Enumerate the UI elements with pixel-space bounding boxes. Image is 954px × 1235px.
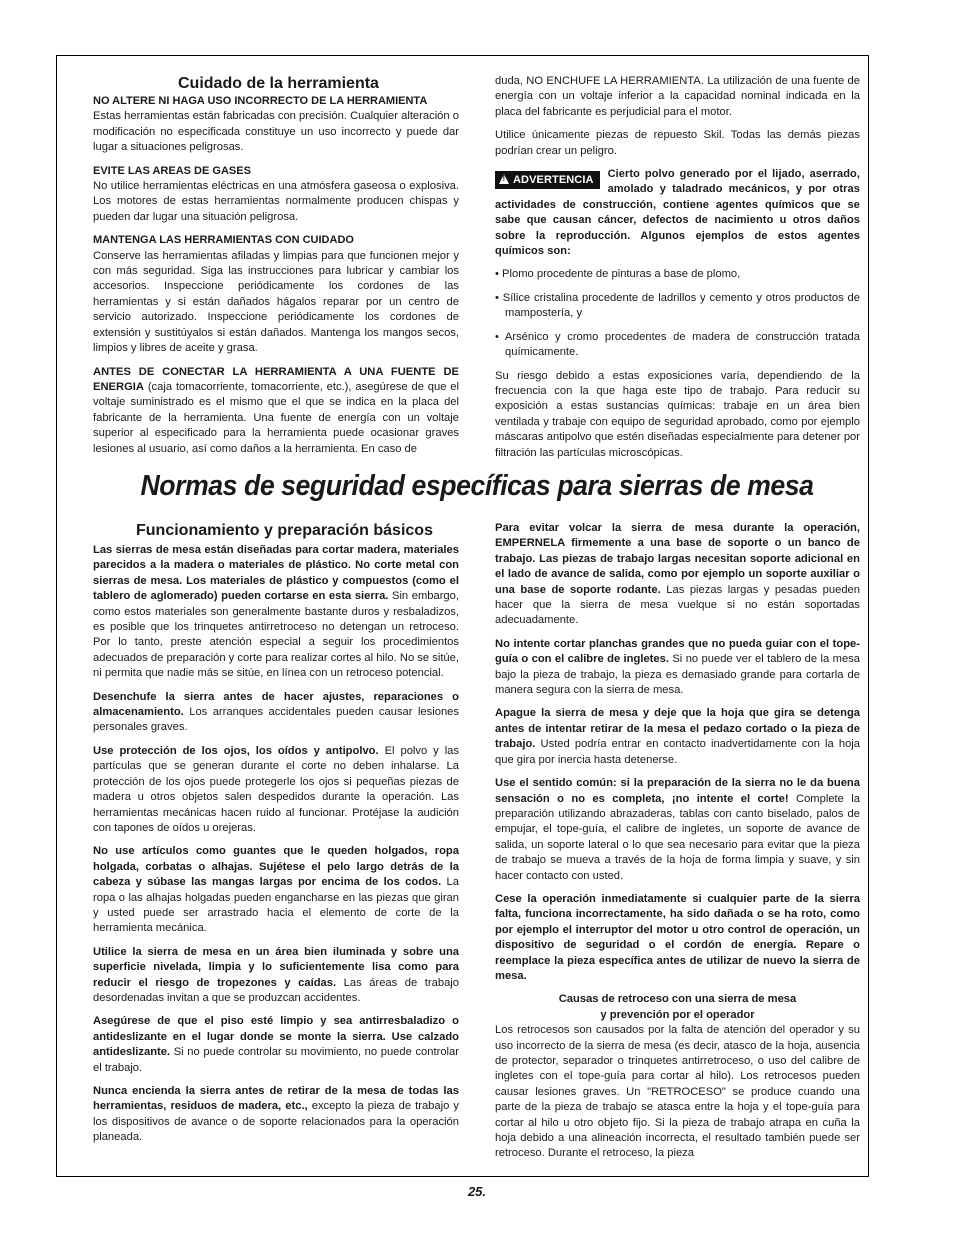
body-text: Complete la preparación utilizando abrazaderas, tablas con canto biselado, palos de empujar, el tope-guía, el calibre de ingletes, un soporte de avance de salida, un soporte lateral o lo que sea necesario para evitar que la pieza de trabajo se mueva a través de la hoja de forma limpia y suave, y sin hacer contacto con usted. (495, 792, 860, 882)
right-top-section (495, 74, 860, 469)
paragraph-basics-6 (93, 1014, 459, 1076)
body-text: Si no puede controlar su movimiento, no puede controlar el trabajo. (93, 1046, 459, 1074)
paragraph-rb-3 (495, 706, 860, 768)
basics-heading: Funcionamiento y preparación básicos (136, 522, 433, 539)
paragraph-riesgo: Su riesgo debido a estas exposiciones varía, dependiendo de la frecuencia con la que haga este tipo de trabajo. Para reducir su exposición a estas sustancias químicas: trabaje en un área bien ventilada y trabaje con equipo de seguridad aprobado, como por ejemplo máscaras antipolvo que estén diseñadas especialmente para detener por filtración las partículas microscópicas. (495, 369, 860, 459)
basics-section (93, 521, 459, 1154)
bold-text: Nunca encienda la sierra antes de retirar de la mesa de todas las herramientas, residuos de madera, etc., (93, 1085, 459, 1113)
text-fuente-energia: (caja tomacorriente, tomacorriente, etc.), asegúrese de que el voltaje suministrado es el mismo que el que se indica en la placa del fabricante de la herramienta. Una fuente de energía con un voltaje superior al especificado para la herramienta puede ocasionar graves lesiones al usuario, así como daños a la herramienta. En caso de (93, 380, 459, 455)
bold-text: Para evitar volcar la sierra de mesa durante la operación, EMPERNELA firmemente a una base de soporte o un banco de trabajo. Las piezas de trabajo largas necesitan soporte adicional en el lado de avance de salida, como por ejemplo un soporte auxiliar o una base de soporte rodante. (495, 522, 860, 596)
tool-care-heading: Cuidado de la herramienta (178, 75, 379, 92)
bold-text: No use artículos como guantes que le queden holgados, ropa holgada, corbatas o alhajas. Sujétese el pelo largo detrás de la cabeza y súbase las mangas largas por encima de los codos. (93, 845, 459, 889)
paragraph-rb-2 (495, 637, 860, 699)
bullet-item: • Plomo procedente de pinturas a base de plomo, (495, 268, 741, 281)
subheading-gases: EVITE LAS AREAS DE GASES (93, 164, 251, 177)
body-text: Los arranques accidentales pueden causar lesiones personales graves. (93, 706, 459, 734)
paragraph-duda: duda, NO ENCHUFE LA HERRAMIENTA. La utilización de una fuente de energía con un voltaje inferior a la capacidad nominal indicada en la placa del fabricante es perjudicial para el motor. (495, 75, 860, 118)
bold-text: Use protección de los ojos, los oídos y antipolvo. (93, 744, 379, 757)
bold-text: Asegúrese de que el piso esté limpio y sea antirresbaladizo o antideslizante en el lugar donde se monte la sierra. Use calzado antideslizante. (93, 1015, 459, 1059)
warning-text: Cierto polvo generado por el lijado, aserrado, amolado y taladrado mecánicos, y por otras actividades de construcción, contiene agentes químicos que se sabe que causan cáncer, defectos de nacimiento u otros daños sobre la reproducción. Algunos ejemplos de estos agentes químicos son: (495, 168, 860, 258)
paragraph-rb-1 (495, 521, 860, 629)
paragraph-gases: No utilice herramientas eléctricas en una atmósfera gaseosa o explosiva. Los motores de estas herramientas normalmente producen chispas y pueden dar lugar una situación peligrosa. (93, 180, 459, 223)
paragraph-basics-4 (93, 844, 459, 936)
bold-text: Utilice la sierra de mesa en un área bien iluminada y sobre una superficie nivelada, limpia y lo suficientemente lisa como para reducir el riesgo de tropezones y caídas. (93, 945, 459, 989)
body-text: Si no puede ver el tablero de la mesa bajo la pieza de trabajo, la pieza es demasiado grande para cortarla de manera segura con la sierra de mesa. (495, 653, 860, 697)
kickback-title-line-2: y prevención por el operador (600, 1008, 755, 1021)
bold-text: Desenchufe la sierra antes de hacer ajustes, reparaciones o almacenamiento. (93, 690, 459, 719)
paragraph-basics-1 (93, 543, 459, 682)
page-number: 25. (467, 1184, 487, 1199)
warning-triangle-icon (499, 174, 509, 184)
warning-block (495, 167, 860, 259)
paragraph-basics-5 (93, 945, 459, 1007)
kickback-title-line-1: Causas de retroceso con una sierra de mesa (558, 993, 797, 1006)
warning-badge (495, 171, 600, 189)
paragraph-repuesto: Utilice únicamente piezas de repuesto Skil. Todas las demás piezas podrían crear un peligro. (495, 129, 860, 157)
body-text: Las áreas de trabajo desordenadas invitan a que se produzcan accidentes. (93, 976, 460, 1004)
body-text: Usted podría entrar en contacto inadvertidamente con la hoja que gira por inercia hasta detenerse. (495, 738, 860, 766)
right-bottom-section (495, 521, 860, 1170)
paragraph-kickback: Los retrocesos son causados por la falta de atención del operador y su uso incorrecto de la sierra de mesa (es decir, atasco de la hoja, ausencia de protector, separador o trinquetes antirretroceso, o uso del calibre de ingletes con el tope-guía para cortar al hilo). Los retrocesos pueden causar lesiones graves. Un "RETROCESO" se produce cuando una parte de la pieza de trabajo se atasca entre la hoja y el tope-guía para cortar al hilo u otro objeto fijo. Si la pieza de trabajo atrapa en cuña la hoja debido a una alineación incorrecta, el resultado también puede ser retroceso. Durante el retroceso, la pieza (495, 1024, 860, 1160)
bold-text: Las sierras de mesa están diseñadas para cortar madera, materiales parecidos a la madera o materiales de plástico. No corte metal con sierras de mesa. Los materiales de plástico y compuestos (como el tablero de aglomerado) pueden cortarse en esta sierra. (93, 544, 459, 603)
body-text: El polvo y las partículas que se generan durante el corte no deben inhalarse. La protección de los ojos puede protegerle los ojos si pequeñas piezas de madera u otros objetos salen despedidos durante la operación. Las herramientas mecánicas hacen ruido al funcionar. Protéjase la audición con tapones de oídos u orejeras. (93, 744, 459, 834)
paragraph-mantenga: Conserve las herramientas afiladas y limpias para que funcionen mejor y con más seguridad. Siga las instrucciones para lubricar y cambiar los accesorios. Inspeccione periódicamente los cordones de las herramientas y si están dañados hágalos reparar por un centro de servicio autorizado. Inspeccione periódicamente los cordones de extensión y sustitúyalos si están dañados. Mantenga los mangos secos, limpios y libres de aceite y grasa. (93, 249, 459, 355)
paragraph-basics-2 (93, 690, 459, 736)
bold-fuente-energia: ANTES DE CONECTAR LA HERRAMIENTA A UNA FUENTE DE ENERGIA (93, 365, 459, 393)
bullet-item: • Arsénico y cromo procedentes de madera de construcción tratada químicamente. (495, 330, 860, 359)
paragraph-fuente-energia (93, 365, 459, 457)
subheading-mantenga: MANTENGA LAS HERRAMIENTAS CON CUIDADO (93, 234, 354, 247)
tool-care-section (93, 74, 459, 465)
paragraph-basics-3 (93, 744, 459, 836)
body-text: Las piezas largas y pesadas pueden hacer que la sierra de mesa vuelque si no están soportadas adecuadamente. (495, 583, 860, 627)
body-text: Sin embargo, como estos materiales son generalmente bastante duros y resbaladizos, es posible que los trinquetes antirretroceso no detengan un retroceso. Por lo tanto, preste atención especial a seguir los procedimientos adecuados de preparación y corte para realizar cortes al hilo. No se sitúe, ni permita que nadie más se sitúe, en línea con un retroceso potencial. (93, 590, 459, 680)
bullet-item: • Sílice cristalina procedente de ladrillos y cemento y otros productos de mampostería, y (495, 291, 860, 320)
bold-text: Apague la sierra de mesa y deje que la hoja que gira se detenga antes de intentar retirar de la mesa el pedazo cortado o la pieza de trabajo. (495, 707, 860, 751)
warning-label: ADVERTENCIA (513, 174, 594, 187)
bold-text: No intente cortar planchas grandes que no pueda guiar con el tope-guía o con el calibre de ingletes. (495, 637, 860, 666)
bold-text: Use el sentido común: si la preparación de la sierra no le da buena sensación o no es completa, ¡no intente el corte! (495, 777, 860, 805)
main-title: Normas de seguridad específicas para sierras de mesa (140, 470, 814, 502)
paragraph-no-altere: Estas herramientas están fabricadas con precisión. Cualquier alteración o modificación no especificada constituye un uso incorrecto y puede dar lugar a situaciones peligrosas. (93, 110, 459, 154)
paragraph-rb-4 (495, 776, 860, 884)
body-text: La ropa o las alhajas holgadas pueden engancharse en las piezas que giran y usted puede ser arrastrado hacia el elemento de corte de la herramienta mecánica. (93, 876, 459, 935)
subheading-no-altere: NO ALTERE NI HAGA USO INCORRECTO DE LA HERRAMIENTA (93, 95, 428, 107)
body-text: excepto la pieza de trabajo y los dispositivos de avance o de soporte relacionados para la operación planeada. (93, 1100, 459, 1144)
paragraph-basics-7 (93, 1084, 459, 1146)
paragraph-rb-5: Cese la operación inmediatamente si cualquier parte de la sierra falta, funciona incorrectamente, ha sido dañada o se ha roto, como por ejemplo el interruptor del motor u otro control de operación, un dispositivo de seguridad o el cordón de energía. Repare o reemplace la pieza específica antes de utilizar de nuevo la sierra de mesa. (495, 892, 860, 982)
